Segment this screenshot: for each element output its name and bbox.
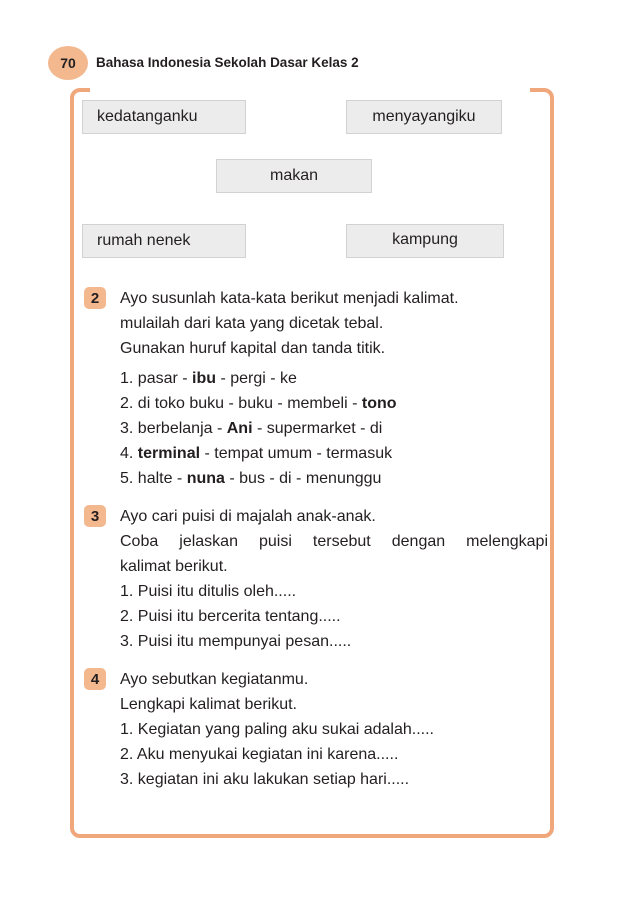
exercise-number: 2 bbox=[90, 289, 100, 307]
word-box-kampung bbox=[346, 224, 504, 258]
frame-gap bbox=[90, 83, 530, 95]
word-box-label: kedatanganku bbox=[97, 108, 198, 125]
word-box-rumah-nenek bbox=[82, 224, 246, 258]
word-box-label: menyayangiku bbox=[372, 108, 476, 125]
word-box-label: kampung bbox=[392, 231, 458, 248]
instruction-line: Gunakan huruf kapital dan tanda titik. bbox=[120, 340, 386, 357]
exercise-text bbox=[120, 667, 550, 792]
instruction-line: 3. Puisi itu mempunyai pesan..... bbox=[120, 633, 352, 650]
word-box-label: makan bbox=[269, 167, 319, 184]
exercise-text bbox=[120, 504, 548, 654]
word-list-item: 1. pasar - ibu - pergi - ke bbox=[120, 370, 297, 387]
word-box-makan bbox=[216, 159, 372, 193]
word-list-item: 2. di toko buku - buku - membeli - tono bbox=[120, 395, 397, 412]
instruction-line: Lengkapi kalimat berikut. bbox=[120, 696, 297, 713]
word-list-item: 3. berbelanja - Ani - supermarket - di bbox=[120, 420, 383, 437]
instruction-line: 1. Puisi itu ditulis oleh..... bbox=[120, 583, 297, 600]
exercise-number-badge bbox=[84, 668, 106, 690]
instruction-line: 2. Aku menyukai kegiatan ini karena..... bbox=[120, 746, 399, 763]
instruction-line: mulailah dari kata yang dicetak tebal. bbox=[120, 315, 384, 332]
page-number: 70 bbox=[60, 55, 76, 71]
instruction-line: 2. Puisi itu bercerita tentang..... bbox=[120, 608, 341, 625]
word-list-item: 4. terminal - tempat umum - termasuk bbox=[120, 445, 393, 462]
instruction-line: Coba jelaskan puisi tersebut dengan melengkapi bbox=[120, 533, 548, 550]
instruction-line: Ayo susunlah kata-kata berikut menjadi kalimat. bbox=[120, 290, 459, 307]
instruction-line: 3. kegiatan ini aku lakukan setiap hari..... bbox=[120, 771, 410, 788]
instruction-line: Ayo cari puisi di majalah anak-anak. bbox=[120, 508, 376, 525]
exercise-number: 3 bbox=[90, 507, 100, 525]
exercise-number-badge bbox=[84, 287, 106, 309]
exercise-number-badge bbox=[84, 505, 106, 527]
instruction-line: 1. Kegiatan yang paling aku sukai adalah..... bbox=[120, 721, 434, 738]
page-number-badge bbox=[48, 46, 88, 80]
exercise-text bbox=[120, 286, 550, 491]
book-title: Bahasa Indonesia Sekolah Dasar Kelas 2 bbox=[96, 55, 359, 70]
word-list-item: 5. halte - nuna - bus - di - menunggu bbox=[120, 470, 382, 487]
instruction-line: kalimat berikut. bbox=[120, 558, 228, 575]
instruction-line: Ayo sebutkan kegiatanmu. bbox=[120, 671, 309, 688]
word-box-menyayangiku bbox=[346, 100, 502, 134]
exercise-number: 4 bbox=[90, 670, 100, 688]
word-box-label: rumah nenek bbox=[97, 232, 191, 249]
word-box-kedatanganku bbox=[82, 100, 246, 134]
